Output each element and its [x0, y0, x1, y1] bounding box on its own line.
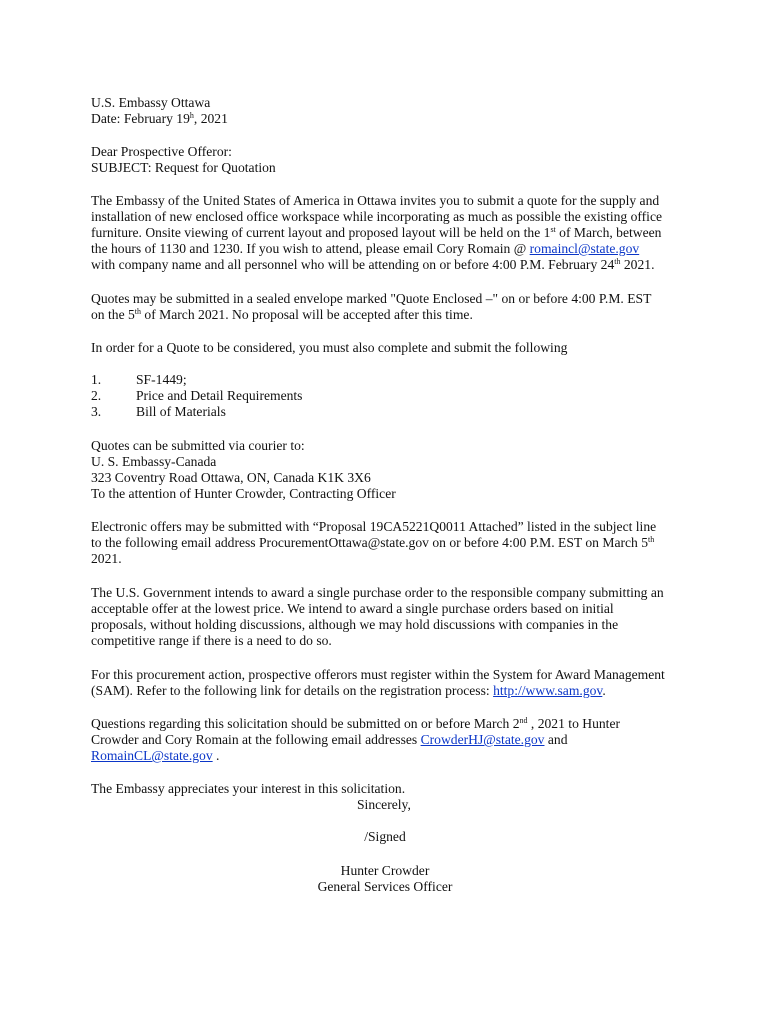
signer-title: General Services Officer [317, 879, 453, 894]
salutation: Dear Prospective Offeror: [91, 144, 232, 159]
closing-sincerely: Sincerely, [357, 797, 411, 812]
list-item: 2. Price and Detail Requirements [91, 388, 303, 403]
paragraph-requirements: In order for a Quote to be considered, you must also complete and submit the following [91, 340, 568, 355]
signer-name: Hunter Crowder [340, 863, 430, 878]
romaincl-email-link-2[interactable]: RomainCL@state.gov [91, 748, 213, 763]
letter-date: Date: February 19$^h$, 2021 [91, 111, 228, 126]
crowderhj-email-link[interactable]: CrowderHJ@state.gov [420, 732, 545, 747]
sam-gov-link[interactable]: http://www.sam.gov [493, 683, 603, 698]
signature-signed: /Signed [364, 829, 406, 844]
romaincl-email-link[interactable]: romaincl@state.gov [529, 241, 640, 256]
closing-appreciation: The Embassy appreciates your interest in this solicitation. [91, 781, 406, 796]
list-item: 3. Bill of Materials [91, 404, 226, 419]
embassy-name: U.S. Embassy Ottawa [91, 95, 211, 110]
subject-line: SUBJECT: Request for Quotation [91, 160, 276, 175]
letter-page: U.S. Embassy Ottawa Date: February 19$^h$, 2021 Dear Prospective Offeror: SUBJECT: Request for Quotation The Embassy of the United States of America in Ottawa invites you to submit a quote for the supply and installation of new enclosed office workspace while incorporating as much as possible the existing office furniture. Onsite viewing of current layout and proposed layout will be held on the 1st of March, between the hours of 1130 and 1230. If you wish to attend, please email Cory Romain @ romaincl@state.gov with company name and all personnel who will be attending on or before 4:00 P.M. February 24th 2021. Quotes may be submitted in a sealed envelope marked "Quote Enclosed –" on or before 4:00 P.M. EST on the 5th of March 2021. No proposal will be accepted after this time. In order for a Quote to be considered, you must also complete and submit the following 1. SF-1449; 2. Price and Detail Requirements 3. Bill of Materials Quotes can be submitted via courier to: U. S. Embassy-Canada 323 Coventry Road Ottawa, ON, Canada K1K 3X6 To the attention of Hunter Crowder, Contracting Officer Electronic offers may be submitted with “Proposal 19CA5221Q0011 Attached” listed in the subject line to the following email address ProcurementOttawa@state.gov on or before 4:00 P.M. EST on March 5th 2021. The U.S. Government intends to award a single purchase order to the responsible company submitting an acceptable offer at the lowest price. We intend to award a single purchase orders based on initial proposals, without holding discussions, although we may hold discussions with companies in the competitive range if there is a need to do so. For this procurement action, prospective offerors must register within the System for Award Management (SAM). Refer to the following link for details on the registration process: http://www.sam.gov. Questions regarding this solicitation should be submitted on or before March 2nd , 2021 to Hunter Crowder and Cory Romain at the following email addresses CrowderHJ@state.gov and RomainCL@state.gov . The Embassy appreciates your interest in this solicitation. Sincerely, /Signed Hunter Crowder General Services Officer [0, 0, 770, 1024]
list-item: 1. SF-1449; [91, 372, 187, 387]
